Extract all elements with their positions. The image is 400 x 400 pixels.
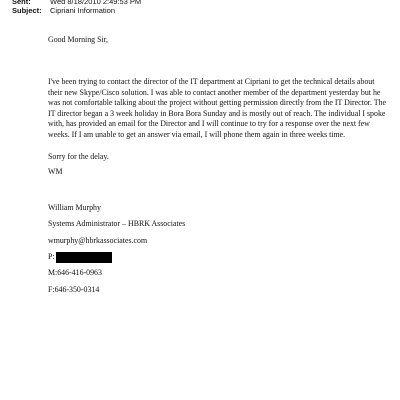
signature-fax: F:646-350-0314: [48, 285, 100, 294]
email-greeting: Good Morning Sir,: [48, 35, 108, 44]
phone-label: P:: [48, 252, 55, 262]
signature-phone-line: [48, 252, 112, 263]
signature-email: wmurphy@hbrkassociates.com: [48, 236, 148, 245]
signature-mobile: M:646-416-0963: [48, 268, 102, 277]
sent-value: Wed 8/18/2010 2:49:53 PM: [50, 0, 142, 6]
signature-name: William Murphy: [48, 203, 101, 212]
subject-line: [12, 6, 115, 15]
email-body-paragraph: I've been trying to contact the director of the IT department at Cipriani to get the technical details about their new Skype/Cisco solution. I was able to contact another member of the department yesterday but he was not comfortable talking about the project without getting permission directly from the IT Director. The IT director began a 3 week holiday in Bora Bora Sunday and is mostly out of reach. The individual I spoke with, has provided an email for the Director and I will continue to try for a response over the next few weeks. If I am unable to get an answer via email, I will phone them again in three weeks time.: [48, 77, 387, 139]
email-initials: WM: [48, 167, 63, 176]
email-apology: Sorry for the delay.: [48, 152, 109, 161]
redaction-box: [56, 252, 112, 263]
signature-title: Systems Administrator – HBRK Associates: [48, 219, 186, 228]
sent-label: Sent:: [12, 0, 31, 6]
subject-label: Subject:: [12, 6, 42, 15]
subject-value: Cipriani Information: [50, 6, 116, 15]
